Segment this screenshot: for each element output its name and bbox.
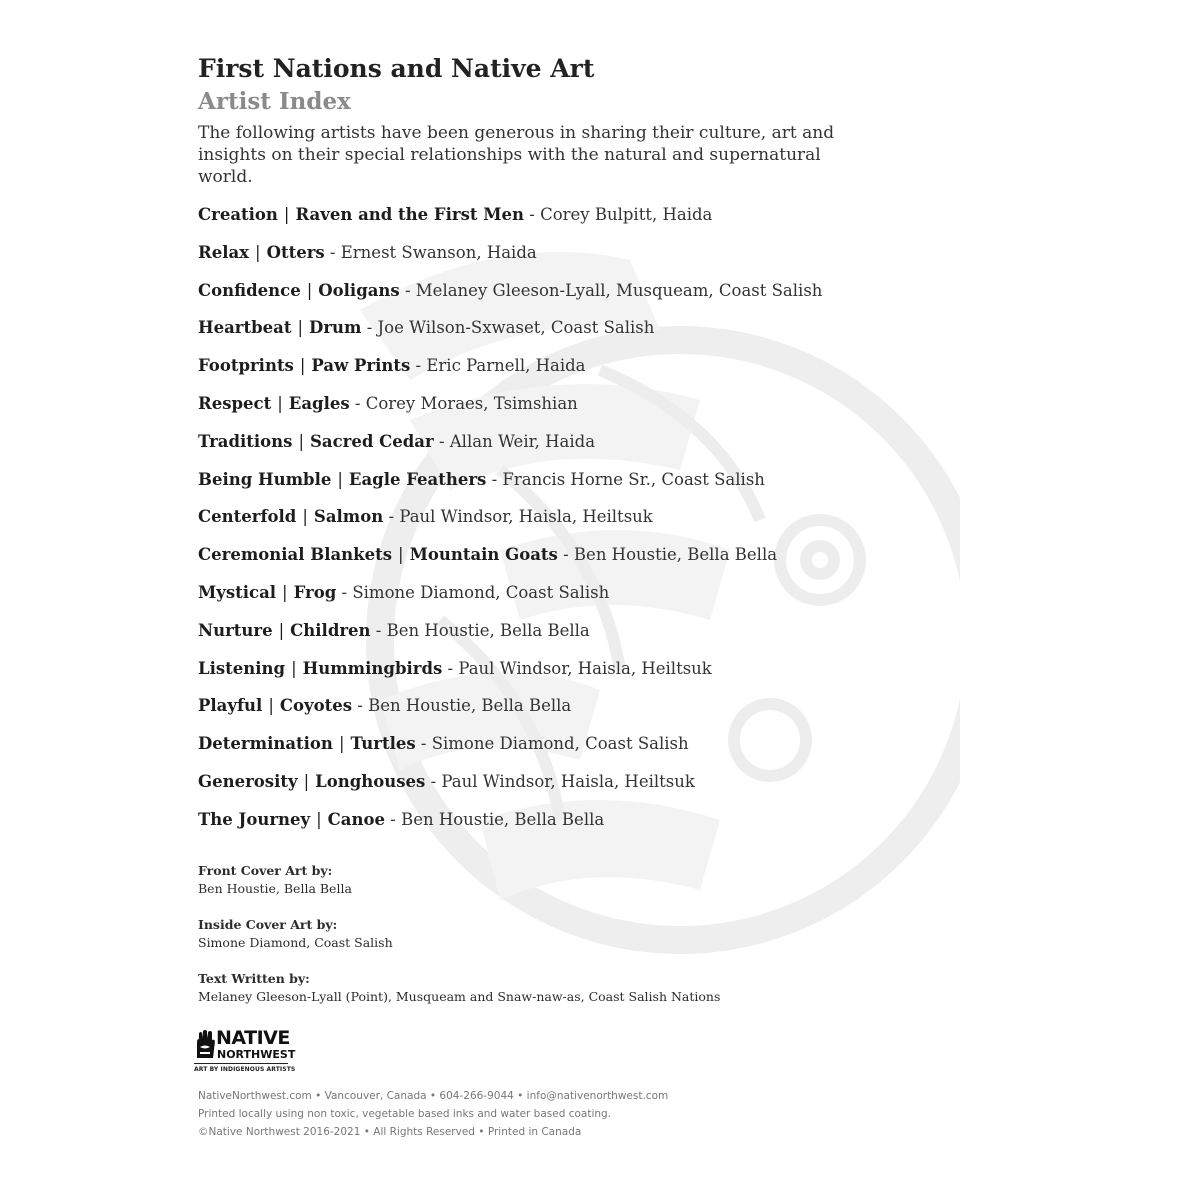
entry-artist: - Joe Wilson-Sxwaset, Coast Salish bbox=[361, 318, 655, 338]
entry-artwork: Drum bbox=[309, 318, 362, 338]
native-northwest-logo bbox=[194, 1027, 296, 1078]
entry-artist: - Ben Houstie, Bella Bella bbox=[370, 620, 590, 640]
entry-separator: | bbox=[306, 280, 313, 300]
entry-theme: Mystical bbox=[198, 582, 277, 602]
entry-separator: | bbox=[299, 356, 306, 376]
entry-artist: - Melaney Gleeson-Lyall, Musqueam, Coast Salish bbox=[399, 280, 823, 300]
credits bbox=[198, 862, 720, 1024]
logo-northwest-text: NORTHWEST bbox=[217, 1048, 296, 1061]
artist-entry bbox=[198, 470, 898, 508]
entry-artwork: Otters bbox=[266, 242, 325, 262]
artist-entry bbox=[198, 772, 898, 810]
entry-artist: - Ben Houstie, Bella Bella bbox=[352, 696, 572, 716]
entry-artist: - Ben Houstie, Bella Bella bbox=[385, 809, 605, 829]
entry-artwork: Coyotes bbox=[279, 696, 353, 716]
entry-separator: | bbox=[303, 771, 310, 791]
entry-theme: Determination bbox=[198, 734, 333, 754]
artist-entry bbox=[198, 394, 898, 432]
entry-separator: | bbox=[338, 734, 345, 754]
entry-separator: | bbox=[268, 696, 274, 716]
footer-copyright: ©Native Northwest 2016-2021 • All Rights Reserved • Printed in Canada bbox=[198, 1126, 582, 1138]
artist-list bbox=[198, 205, 898, 848]
entry-artist: - Simone Diamond, Coast Salish bbox=[336, 582, 610, 602]
entry-theme: Traditions bbox=[198, 431, 293, 451]
entry-separator: | bbox=[282, 582, 288, 602]
artist-entry bbox=[198, 318, 898, 356]
entry-theme: Heartbeat bbox=[198, 318, 292, 338]
page-subtitle: Artist Index bbox=[198, 88, 351, 115]
entry-artist: - Corey Moraes, Tsimshian bbox=[349, 393, 578, 413]
logo-divider bbox=[194, 1063, 288, 1064]
entry-theme: Creation bbox=[198, 205, 278, 224]
artist-entry bbox=[198, 205, 898, 243]
entry-artist: - Corey Bulpitt, Haida bbox=[524, 205, 713, 224]
entry-theme: Playful bbox=[198, 696, 263, 716]
artist-entry bbox=[198, 281, 898, 319]
footer bbox=[198, 1087, 668, 1141]
artist-entry bbox=[198, 432, 898, 470]
hand-icon bbox=[194, 1030, 216, 1060]
artist-entry bbox=[198, 734, 898, 772]
credit-value: Melaney Gleeson-Lyall (Point), Musqueam and Snaw-naw-as, Coast Salish Nations bbox=[198, 989, 721, 1004]
artist-entry bbox=[198, 659, 898, 697]
entry-separator: | bbox=[297, 318, 304, 338]
entry-separator: | bbox=[337, 469, 343, 489]
credit-block bbox=[198, 970, 720, 1006]
entry-artwork: Children bbox=[290, 620, 371, 640]
artist-index bbox=[198, 52, 898, 848]
entry-separator: | bbox=[316, 809, 322, 829]
logo-tagline: ART BY INDIGENOUS ARTISTS bbox=[194, 1066, 296, 1073]
artist-entry bbox=[198, 545, 898, 583]
credit-block bbox=[198, 862, 720, 898]
artist-entry bbox=[198, 810, 898, 848]
artist-entry bbox=[198, 583, 898, 621]
footer-contact: NativeNorthwest.com • Vancouver, Canada • 604-266-9044 • info@nativenorthwest.com bbox=[198, 1090, 669, 1102]
entry-separator: | bbox=[278, 620, 285, 640]
artist-entry bbox=[198, 621, 898, 659]
entry-theme: Ceremonial Blankets bbox=[198, 545, 392, 565]
entry-artwork: Hummingbirds bbox=[302, 658, 443, 678]
entry-separator: | bbox=[283, 205, 290, 224]
credit-value: Ben Houstie, Bella Bella bbox=[198, 881, 352, 896]
entry-theme: Being Humble bbox=[198, 469, 332, 489]
entry-artwork: Raven and the First Men bbox=[295, 205, 524, 224]
entry-artist: - Paul Windsor, Haisla, Heiltsuk bbox=[383, 507, 653, 527]
entry-separator: | bbox=[255, 242, 261, 262]
entry-separator: | bbox=[291, 658, 297, 678]
entry-artist: - Eric Parnell, Haida bbox=[410, 356, 586, 376]
entry-theme: Generosity bbox=[198, 771, 298, 791]
entry-artwork: Canoe bbox=[327, 809, 385, 829]
entry-artist: - Paul Windsor, Haisla, Heiltsuk bbox=[442, 658, 712, 678]
artist-entry bbox=[198, 356, 898, 394]
entry-theme: The Journey bbox=[198, 809, 311, 829]
entry-artist: - Allan Weir, Haida bbox=[433, 431, 596, 451]
credit-label: Text Written by: bbox=[198, 971, 310, 986]
entry-artwork: Turtles bbox=[350, 734, 416, 754]
entry-theme: Relax bbox=[198, 242, 250, 262]
entry-artwork: Sacred Cedar bbox=[310, 431, 434, 451]
artist-entry bbox=[198, 507, 898, 545]
entry-artwork: Salmon bbox=[313, 507, 384, 527]
entry-theme: Nurture bbox=[198, 620, 273, 640]
page-title: First Nations and Native Art bbox=[198, 54, 595, 83]
artist-entry bbox=[198, 243, 898, 281]
credit-label: Inside Cover Art by: bbox=[198, 917, 338, 932]
entry-theme: Respect bbox=[198, 393, 272, 413]
entry-theme: Confidence bbox=[198, 280, 301, 300]
artist-entry bbox=[198, 696, 898, 734]
credit-label: Front Cover Art by: bbox=[198, 863, 333, 878]
entry-separator: | bbox=[302, 507, 308, 527]
entry-artwork: Mountain Goats bbox=[409, 545, 558, 565]
credit-value: Simone Diamond, Coast Salish bbox=[198, 935, 393, 950]
entry-artist: - Ernest Swanson, Haida bbox=[324, 242, 537, 262]
entry-theme: Centerfold bbox=[198, 507, 297, 527]
entry-artwork: Eagles bbox=[288, 393, 350, 413]
entry-artwork: Frog bbox=[293, 582, 337, 602]
entry-artist: - Ben Houstie, Bella Bella bbox=[557, 545, 778, 565]
entry-artwork: Longhouses bbox=[315, 771, 426, 791]
entry-artist: - Simone Diamond, Coast Salish bbox=[415, 734, 689, 754]
entry-artwork: Eagle Feathers bbox=[348, 469, 487, 489]
entry-separator: | bbox=[277, 393, 283, 413]
entry-theme: Footprints bbox=[198, 356, 294, 376]
credit-block bbox=[198, 916, 720, 952]
footer-printing: Printed locally using non toxic, vegetable based inks and water based coating. bbox=[198, 1108, 612, 1120]
entry-artwork: Ooligans bbox=[318, 280, 400, 300]
logo-native-text: NATIVE bbox=[216, 1027, 290, 1049]
entry-artist: - Francis Horne Sr., Coast Salish bbox=[486, 469, 765, 489]
entry-artist: - Paul Windsor, Haisla, Heiltsuk bbox=[425, 771, 695, 791]
entry-artwork: Paw Prints bbox=[311, 356, 411, 376]
entry-separator: | bbox=[398, 545, 404, 565]
intro-paragraph: The following artists have been generous in sharing their culture, art and insights on their special relationships with the natural and supernatural world. bbox=[198, 123, 835, 187]
entry-separator: | bbox=[298, 431, 305, 451]
entry-theme: Listening bbox=[198, 658, 286, 678]
